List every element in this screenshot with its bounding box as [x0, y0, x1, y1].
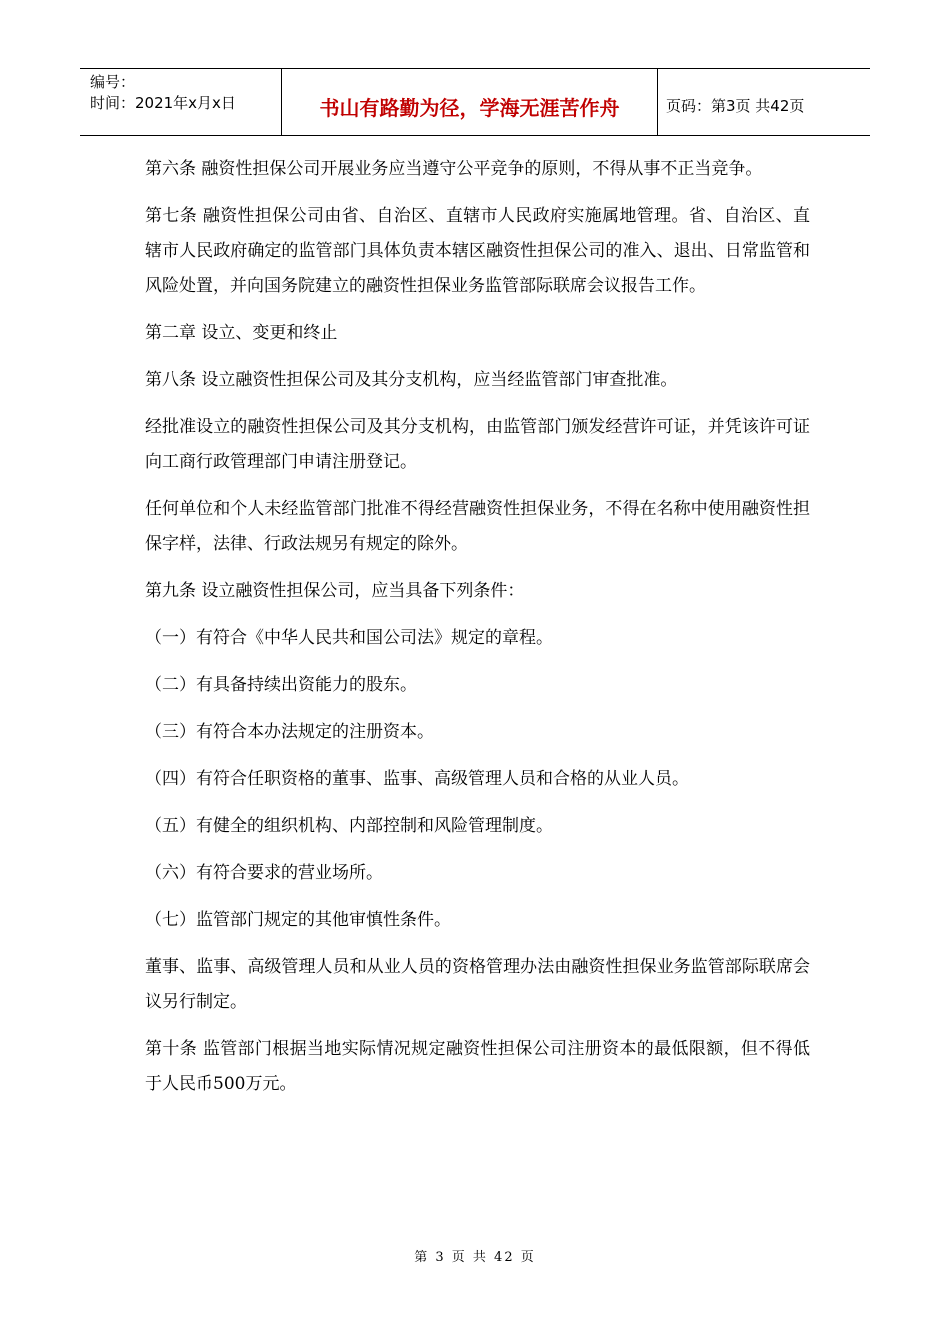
page-header [80, 68, 870, 136]
paragraph: 第八条 设立融资性担保公司及其分支机构，应当经监管部门审查批准。 [145, 370, 678, 390]
list-item: （四）有符合任职资格的董事、监事、高级管理人员和合格的从业人员。 [145, 769, 689, 789]
header-page-label: 页码：第3页 共42页 [666, 96, 805, 115]
paragraph: 董事、监事、高级管理人员和从业人员的资格管理办法由融资性担保业务监管部际联席会议另行制定。 [145, 957, 810, 1012]
list-item: （二）有具备持续出资能力的股东。 [145, 675, 417, 695]
paragraph: 第七条 融资性担保公司由省、自治区、直辖市人民政府实施属地管理。省、自治区、直辖市人民政府确定的监管部门具体负责本辖区融资性担保公司的准入、退出、日常监管和风险处置，并向国务院建立的融资性担保业务监管部际联席会议报告工作。 [145, 206, 810, 296]
list-item: （一）有符合《中华人民共和国公司法》规定的章程。 [145, 628, 553, 648]
list-item: （六）有符合要求的营业场所。 [145, 863, 383, 883]
list-item: （五）有健全的组织机构、内部控制和风险管理制度。 [145, 816, 553, 836]
document-number-label: 编号： [90, 73, 136, 91]
chapter-heading: 第二章 设立、变更和终止 [145, 323, 338, 343]
page-footer: 第 3 页 共 42 页 [414, 1250, 536, 1265]
document-date-label: 时间：2021年x月x日 [90, 94, 236, 112]
paragraph: 经批准设立的融资性担保公司及其分支机构，由监管部门颁发经营许可证，并凭该许可证向工商行政管理部门申请注册登记。 [145, 417, 810, 472]
header-motto: 书山有路勤为径，学海无涯苦作舟 [282, 69, 658, 135]
paragraph: 第六条 融资性担保公司开展业务应当遵守公平竞争的原则，不得从事不正当竞争。 [145, 159, 763, 179]
header-info-cell [80, 69, 282, 135]
paragraph: 第十条 监管部门根据当地实际情况规定融资性担保公司注册资本的最低限额，但不得低于人民币500万元。 [145, 1039, 810, 1094]
paragraph: 任何单位和个人未经监管部门批准不得经营融资性担保业务，不得在名称中使用融资性担保字样，法律、行政法规另有规定的除外。 [145, 499, 810, 554]
list-item: （三）有符合本办法规定的注册资本。 [145, 722, 434, 742]
paragraph: 第九条 设立融资性担保公司，应当具备下列条件： [145, 581, 525, 601]
list-item: （七）监管部门规定的其他审慎性条件。 [145, 910, 451, 930]
document-body [145, 152, 810, 1114]
